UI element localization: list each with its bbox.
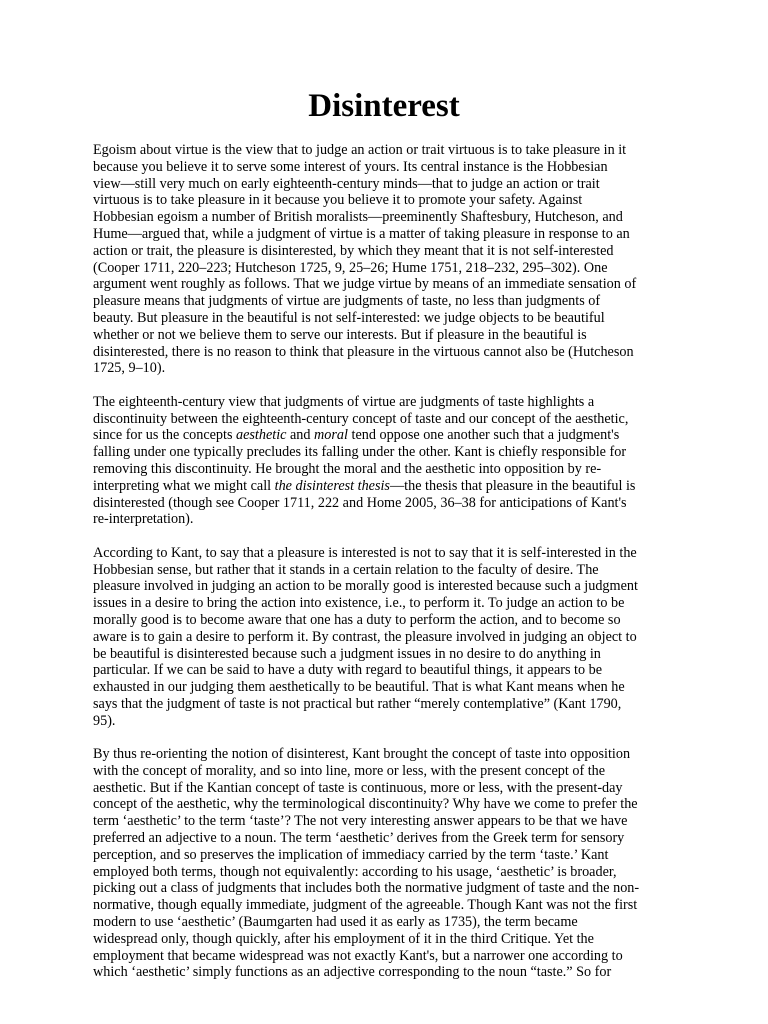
text-line xyxy=(93,948,693,965)
text-line xyxy=(93,478,693,495)
italic-term: moral xyxy=(314,427,348,444)
text-segment: perception, and so preserves the implication of immediacy carried by the term ‘taste.’ Kant xyxy=(93,846,609,863)
text-line xyxy=(93,780,693,797)
text-line xyxy=(93,629,693,646)
text-line xyxy=(93,310,693,327)
text-segment: interpreting what we might call xyxy=(93,477,275,494)
text-line xyxy=(93,847,693,864)
text-line xyxy=(93,427,693,444)
text-segment: term ‘aesthetic’ to the term ‘taste’? The not very interesting answer appears to be that we have xyxy=(93,813,628,830)
text-line xyxy=(93,461,693,478)
document-body xyxy=(93,142,693,981)
text-segment: because you believe it to serve some interest of yours. Its central instance is the Hobbesian xyxy=(93,158,608,175)
text-segment: widespread only, though quickly, after his employment of it in the third Critique. Yet the xyxy=(93,930,594,947)
text-segment: The eighteenth-century view that judgments of virtue are judgments of taste highlights a xyxy=(93,393,595,410)
text-line xyxy=(93,495,693,512)
text-segment: aesthetic. But if the Kantian concept of taste is continuous, more or less, with the present-day xyxy=(93,779,623,796)
text-line xyxy=(93,813,693,830)
text-segment: disinterested, there is no reason to think that pleasure in the virtuous cannot also be (Hutcheson xyxy=(93,343,634,360)
text-segment: Hobbesian egoism a number of British moralists—preeminently Shaftesbury, Hutcheson, and xyxy=(93,209,623,226)
text-segment: and xyxy=(286,427,315,444)
text-line xyxy=(93,209,693,226)
text-line xyxy=(93,914,693,931)
text-segment: By thus re-orienting the notion of disinterest, Kant brought the concept of taste into opposition xyxy=(93,746,631,763)
paragraph xyxy=(93,545,693,730)
text-segment: view—still very much on early eighteenth-century minds—that to judge an action or trait xyxy=(93,175,600,192)
text-line xyxy=(93,931,693,948)
paragraph xyxy=(93,394,693,528)
text-segment: tend oppose one another such that a judgment's xyxy=(347,427,620,444)
text-segment: 95). xyxy=(93,712,116,729)
text-line xyxy=(93,511,693,528)
italic-term: aesthetic xyxy=(236,427,287,444)
text-segment: preferred an adjective to a noun. The term ‘aesthetic’ derives from the Greek term for sensory xyxy=(93,830,625,847)
text-segment: beauty. But pleasure in the beautiful is not self-interested: we judge objects to be beautiful xyxy=(93,309,605,326)
text-line xyxy=(93,444,693,461)
text-segment: disinterested (though see Cooper 1711, 222 and Home 2005, 36–38 for anticipations of Kant's xyxy=(93,494,627,511)
text-line xyxy=(93,159,693,176)
paragraph-gap xyxy=(93,729,693,746)
text-segment: modern to use ‘aesthetic’ (Baumgarten had used it as early as 1735), the term became xyxy=(93,914,578,931)
text-segment: be beautiful is disinterested because such a judgment issues in no desire to do anything in xyxy=(93,645,601,662)
text-segment: picking out a class of judgments that includes both the normative judgment of taste and the non- xyxy=(93,880,640,897)
text-segment: argument went roughly as follows. That we judge virtue by means of an immediate sensation of xyxy=(93,276,637,293)
paragraph xyxy=(93,746,693,981)
text-segment: pleasure means that judgments of virtue are judgments of taste, no less than judgments of xyxy=(93,293,601,310)
text-line xyxy=(93,260,693,277)
text-line xyxy=(93,411,693,428)
text-segment: whether or not we believe them to serve our interests. But if pleasure in the beautiful is xyxy=(93,326,587,343)
text-segment: 1725, 9–10). xyxy=(93,360,166,377)
text-segment: virtuous is to take pleasure in it because you believe it to promote your safety. Against xyxy=(93,192,583,209)
italic-term: the disinterest thesis xyxy=(274,477,390,494)
text-segment: morally good is to become aware that one has a duty to perform the action, and to become so xyxy=(93,611,621,628)
text-segment: Hobbesian sense, but rather that it stands in a certain relation to the faculty of desire. The xyxy=(93,561,599,578)
text-segment: (Cooper 1711, 220–223; Hutcheson 1725, 9, 25–26; Hume 1751, 218–232, 295–302). One xyxy=(93,259,608,276)
text-line xyxy=(93,612,693,629)
text-line xyxy=(93,696,693,713)
text-segment: concept of the aesthetic, why the terminological discontinuity? Why have we come to prefer the xyxy=(93,796,638,813)
text-line xyxy=(93,562,693,579)
text-segment: issues in a desire to bring the action into existence, i.e., to perform it. To judge an action to be xyxy=(93,595,625,612)
text-segment: says that the judgment of taste is not practical but rather “merely contemplative” (Kant 1790, xyxy=(93,695,622,712)
text-line xyxy=(93,192,693,209)
paragraph xyxy=(93,142,693,377)
text-line xyxy=(93,176,693,193)
text-segment: Egoism about virtue is the view that to judge an action or trait virtuous is to take pleasure in it xyxy=(93,142,627,158)
paragraph-gap xyxy=(93,528,693,545)
text-line xyxy=(93,746,693,763)
text-line xyxy=(93,763,693,780)
text-line xyxy=(93,830,693,847)
text-segment: with the concept of morality, and so into line, more or less, with the present concept of the xyxy=(93,762,606,779)
text-segment: discontinuity between the eighteenth-century concept of taste and our concept of the aesthetic, xyxy=(93,410,629,427)
text-segment: since for us the concepts xyxy=(93,427,237,444)
text-line xyxy=(93,796,693,813)
text-line xyxy=(93,360,693,377)
text-line xyxy=(93,578,693,595)
text-line xyxy=(93,344,693,361)
text-line xyxy=(93,964,693,981)
text-line xyxy=(93,897,693,914)
text-line xyxy=(93,646,693,663)
text-segment: re-interpretation). xyxy=(93,511,194,528)
text-segment: employment that became widespread was not exactly Kant's, but a narrower one according to xyxy=(93,947,623,964)
text-line xyxy=(93,293,693,310)
text-line xyxy=(93,545,693,562)
text-segment: —the thesis that pleasure in the beautiful is xyxy=(389,477,636,494)
text-segment: normative, though equally immediate, judgment of the agreeable. Though Kant was not the first xyxy=(93,897,638,914)
text-segment: action or trait, the pleasure is disinterested, by which they meant that it is not self-interested xyxy=(93,242,614,259)
text-line xyxy=(93,276,693,293)
text-line xyxy=(93,880,693,897)
text-segment: removing this discontinuity. He brought the moral and the aesthetic into opposition by re- xyxy=(93,460,602,477)
text-line xyxy=(93,864,693,881)
text-line xyxy=(93,662,693,679)
paragraph-gap xyxy=(93,377,693,394)
text-line xyxy=(93,243,693,260)
text-line xyxy=(93,394,693,411)
text-segment: falling under one typically precludes its falling under the other. Kant is chiefly responsible for xyxy=(93,444,627,461)
document-title: Disinterest xyxy=(308,88,460,124)
text-segment: Hume—argued that, while a judgment of virtue is a matter of taking pleasure in response to an xyxy=(93,225,630,242)
text-line xyxy=(93,226,693,243)
text-line xyxy=(93,327,693,344)
text-segment: pleasure involved in judging an action to be morally good is interested because such a judgment xyxy=(93,578,638,595)
text-segment: aware is to gain a desire to perform it. By contrast, the pleasure involved in judging an object to xyxy=(93,628,637,645)
text-segment: employed both terms, though not equivalently: according to his usage, ‘aesthetic’ is broader, xyxy=(93,863,617,880)
text-segment: which ‘aesthetic’ simply functions as an adjective corresponding to the noun “taste.” So for xyxy=(93,964,612,981)
text-segment: exhausted in our judging them aesthetically to be beautiful. That is what Kant means when he xyxy=(93,679,625,696)
text-line xyxy=(93,679,693,696)
text-segment: particular. If we can be said to have a duty with regard to beautiful things, it appears to be xyxy=(93,662,603,679)
text-line xyxy=(93,142,693,159)
text-line xyxy=(93,595,693,612)
text-segment: According to Kant, to say that a pleasure is interested is not to say that it is self-interested in the xyxy=(93,544,637,561)
text-line xyxy=(93,713,693,730)
